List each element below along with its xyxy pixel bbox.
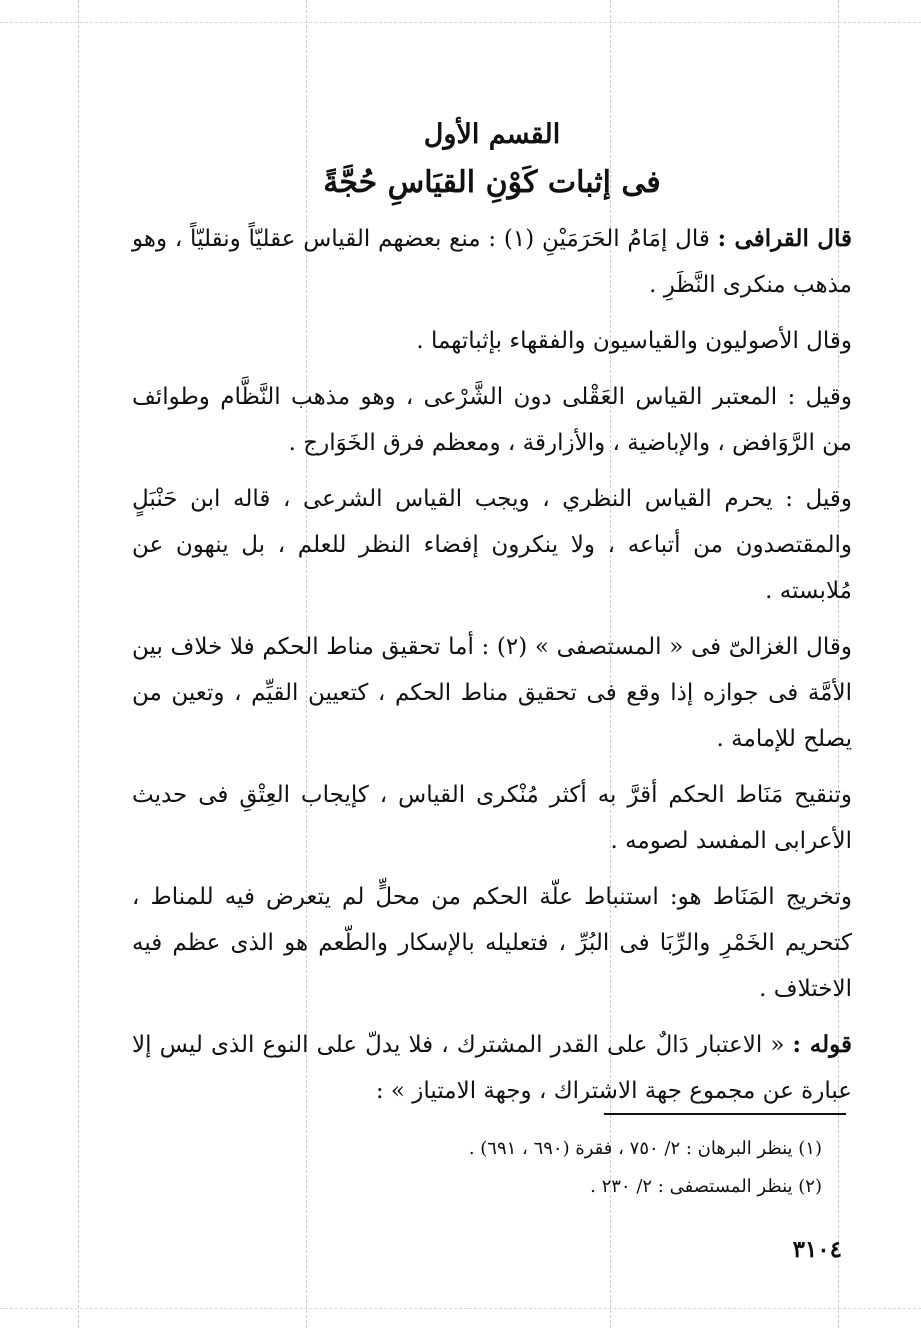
- paragraph: [132, 216, 852, 308]
- footnote-divider: [604, 1113, 846, 1115]
- section-title: القسم الأول: [423, 119, 561, 150]
- paragraph: [132, 374, 852, 466]
- paragraph-lead: قال القرافى :: [717, 225, 852, 252]
- paragraph: [132, 874, 852, 1012]
- paragraph: [132, 1022, 852, 1114]
- footnote: (١) ينظر البرهان : ٢/ ٧٥٠ ، فقرة (٦٩٠ ، ٦٩١) .: [468, 1138, 822, 1159]
- paragraph-text: وقيل : المعتبر القياس العَقْلى دون الشَّرْعى ، وهو مذهب النَّظَّام وطوائف من الرَّوَافض ، والإباضية ، والأزارقة ، ومعظم فرق الخَوَارج .: [132, 384, 852, 456]
- paragraph-text: « الاعتبار دَالٌ على القدر المشترك ، فلا يدلّ على النوع الذى ليس إلا عبارة عن مجموع جهة الاشتراك ، وجهة الامتياز » :: [132, 1032, 852, 1104]
- section-subtitle: فى إثبات كَوْنِ القيَاسِ حُجَّةً: [323, 165, 661, 200]
- paragraph-lead: قوله :: [792, 1031, 852, 1058]
- paragraph-text: قال إمَامُ الحَرَمَيْنِ (١) : منع بعضهم القياس عقليّاً ونقليّاً ، وهو مذهب منكرى النَّظَرِ .: [132, 226, 852, 298]
- paragraph: [132, 772, 852, 864]
- margin-guide-line: [78, 0, 79, 1328]
- margin-guide-line: [0, 22, 921, 23]
- paragraph-text: وتخريج المَنَاط هو: استنباط علّة الحكم من محلٍّ لم يتعرض فيه للمناط ، كتحريم الخَمْرِ والرِّبَا فى البُرِّ ، فتعليله بالإسكار والطّعم هو الذى عظم فيه الاختلاف .: [132, 884, 852, 1002]
- paragraph: [132, 476, 852, 614]
- paragraph-text: وقال الغزالىّ فى « المستصفى » (٢) : أما تحقيق مناط الحكم فلا خلاف بين الأمَّة فى جوازه إذا وقع فى تحقيق مناط الحكم ، كتعيين القيِّم ، وتعين من يصلح للإمامة .: [132, 634, 853, 752]
- paragraph-text: وقيل : يحرم القياس النظري ، ويجب القياس الشرعى ، قاله ابن حَنْبَلٍ والمقتصدون من أتباعه ، ولا ينكرون إفضاء النظر للعلم ، بل ينهون عن مُلابسته .: [132, 486, 852, 604]
- footnotes: [300, 1130, 822, 1206]
- paragraph: [132, 624, 852, 762]
- paragraph-text: وقال الأصوليون والقياسيون والفقهاء بإثباتهما .: [416, 328, 852, 354]
- main-text-block: [132, 110, 852, 1124]
- paragraph-text: وتنقيح مَنَاط الحكم أقرَّ به أكثر مُنْكرى القياس ، كإيجاب العِتْقِ فى حديث الأعرابى المفسد لصومه .: [132, 782, 852, 854]
- margin-guide-line: [0, 1308, 921, 1309]
- page-number: ٣١٠٤: [792, 1236, 842, 1263]
- footnote: (٢) ينظر المستصفى : ٢/ ٢٣٠ .: [590, 1176, 822, 1197]
- paragraph: [132, 318, 852, 364]
